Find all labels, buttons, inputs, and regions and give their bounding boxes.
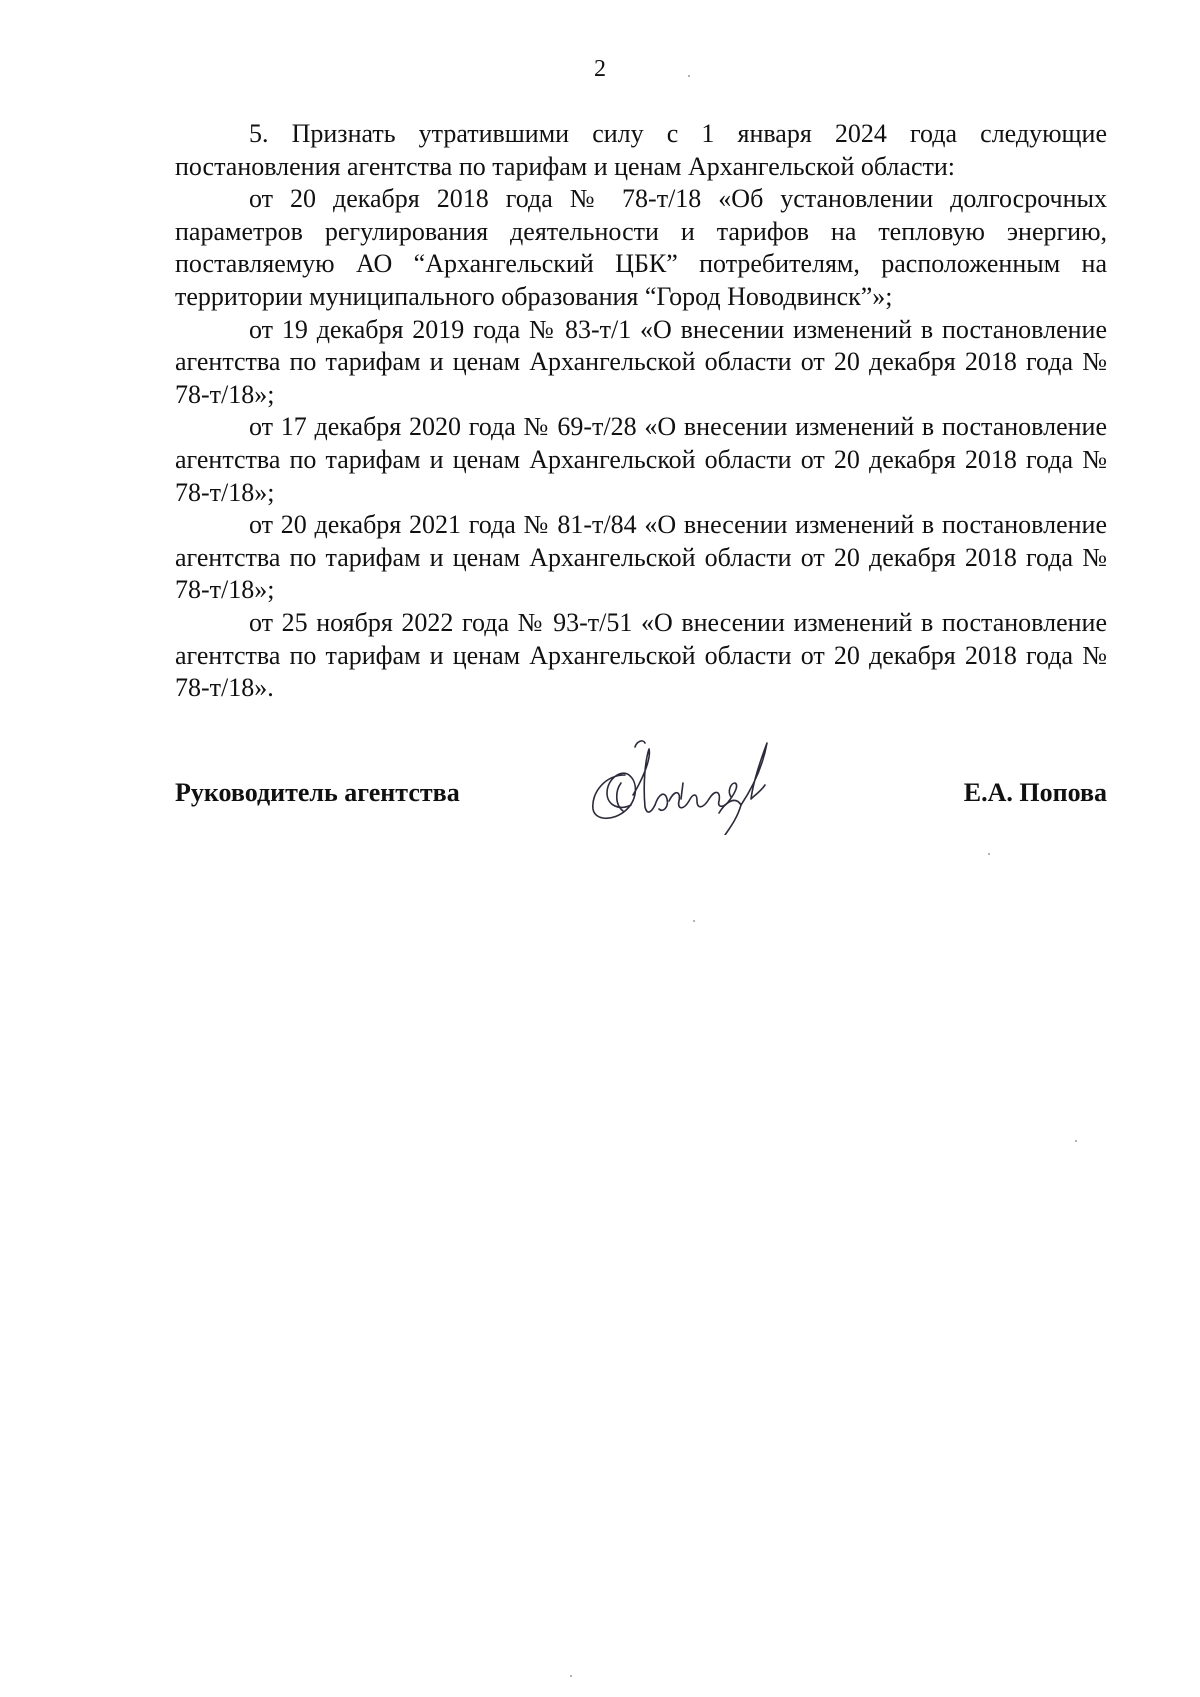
document-body xyxy=(175,118,1107,705)
paragraph-resolution-2020: от 17 декабря 2020 года № 69-т/28 «О внесении изменений в постановление агентства по тарифам и ценам Архангельской области от 20 декабря 2018 года № 78-т/18»; xyxy=(175,412,1107,507)
paragraph-resolution-2022: от 25 ноября 2022 года № 93-т/51 «О внесении изменений в постановление агентства по тарифам и ценам Архангельской области от 20 декабря 2018 года № 78-т/18». xyxy=(175,607,1107,703)
paragraph-resolution-2018: от 20 декабря 2018 года № 78-т/18 «Об установлении долгосрочных параметров регулирования деятельности и тарифов на тепловую энергию, поставляемую АО “Архангельский ЦБК” потребителям, расположенным на территории муниципального образования “Город Новодвинск”»; xyxy=(175,184,1107,311)
page-number: 2 xyxy=(594,56,606,82)
scan-speck xyxy=(1075,1140,1077,1142)
signer-name: Е.А. Попова xyxy=(963,778,1107,807)
scan-speck xyxy=(570,1675,572,1677)
paragraph-repeal-clause: 5. Признать утратившими силу с 1 января 2024 года следующие постановления агентства по тарифам и ценам Архангельской области: xyxy=(175,119,1107,181)
paragraph-resolution-2019: от 19 декабря 2019 года № 83-т/1 «О внесении изменений в постановление агентства по тарифам и ценам Архангельской области от 20 декабря 2018 года № 78-т/18»; xyxy=(175,314,1107,409)
signer-title: Руководитель агентства xyxy=(175,778,460,807)
handwritten-signature xyxy=(585,735,795,835)
paragraph-resolution-2021: от 20 декабря 2021 года № 81-т/84 «О внесении изменений в постановление агентства по тарифам и ценам Архангельской области от 20 декабря 2018 года № 78-т/18»; xyxy=(175,510,1107,605)
scan-speck xyxy=(688,75,690,77)
scan-speck xyxy=(693,920,695,922)
signature-block xyxy=(175,735,1107,845)
scan-speck xyxy=(988,853,990,855)
